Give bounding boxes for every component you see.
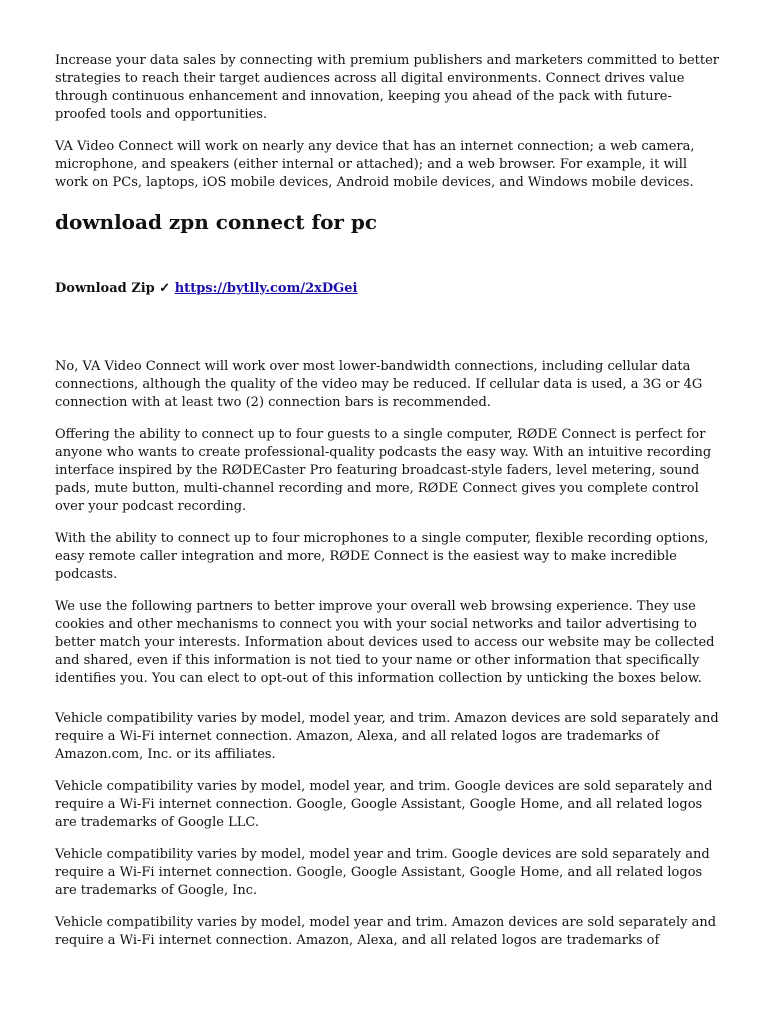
paragraph-partners-cookies: We use the following partners to better improve your overall web browsing experience. They use cookies and other mechanisms to connect you with your social networks and tailor advertising to better match your interests. Information about devices used to access our website may be collected and shared, even if this information is not tied to your name or other information that specifically identifies you. You can elect to opt-out of this information collection by unticking the boxes below. [55, 599, 715, 686]
download-link[interactable]: https://bytlly.com/2xDGei [174, 281, 358, 296]
paragraph-va-video-devices: VA Video Connect will work on nearly any device that has an internet connection; a web camera, microphone, and speakers (either internal or attached); and a web browser. For example, it will work on PCs, laptops, iOS mobile devices, Android mobile devices, and Windows mobile devices. [55, 139, 695, 190]
paragraph-rode-guests: Offering the ability to connect up to four guests to a single computer, RØDE Connect is perfect for anyone who wants to create professional-quality podcasts the easy way. With an intuitive recording interface inspired by the RØDECaster Pro featuring broadcast-style faders, level metering, sound pads, mute button, multi-channel recording and more, RØDE Connect gives you complete control over your podcast recording. [55, 427, 712, 514]
paragraph-bandwidth: No, VA Video Connect will work over most lower-bandwidth connections, including cellular data connections, although the quality of the video may be reduced. If cellular data is used, a 3G or 4G connection with at least two (2) connection bars is recommended. [55, 359, 703, 410]
page-title: download zpn connect for pc [55, 210, 378, 234]
download-label: Download Zip [55, 281, 155, 296]
paragraph-vehicle-amazon-1: Vehicle compatibility varies by model, model year, and trim. Amazon devices are sold separately and require a Wi-Fi internet connection. Amazon, Alexa, and all related logos are trademarks of Amazon.com, Inc. or its affiliates. [55, 711, 719, 762]
download-line [55, 280, 720, 298]
paragraph-vehicle-google-2: Vehicle compatibility varies by model, model year and trim. Google devices are sold separately and require a Wi-Fi internet connection. Google, Google Assistant, Google Home, and all related logos are trademarks of Google, Inc. [55, 847, 710, 898]
spacer [55, 298, 720, 358]
paragraph-rode-microphones: With the ability to connect up to four microphones to a single computer, flexible recording options, easy remote caller integration and more, RØDE Connect is the easiest way to make incredible podcasts. [55, 531, 709, 582]
document-body [55, 52, 720, 964]
paragraph-vehicle-google-1: Vehicle compatibility varies by model, model year, and trim. Google devices are sold separately and require a Wi-Fi internet connection. Google, Google Assistant, Google Home, and all related logos are trademarks of Google LLC. [55, 779, 713, 830]
checkbox-icon: ✓ [159, 281, 171, 296]
spacer [55, 702, 720, 710]
paragraph-vehicle-amazon-2: Vehicle compatibility varies by model, model year and trim. Amazon devices are sold separately and require a Wi-Fi internet connection. Amazon, Alexa, and all related logos are trademarks of [55, 915, 717, 948]
paragraph-data-sales: Increase your data sales by connecting with premium publishers and marketers committed to better strategies to reach their target audiences across all digital environments. Connect drives value through continuous enhancement and innovation, keeping you ahead of the pack with future-proofed tools and opportunities. [55, 53, 720, 122]
